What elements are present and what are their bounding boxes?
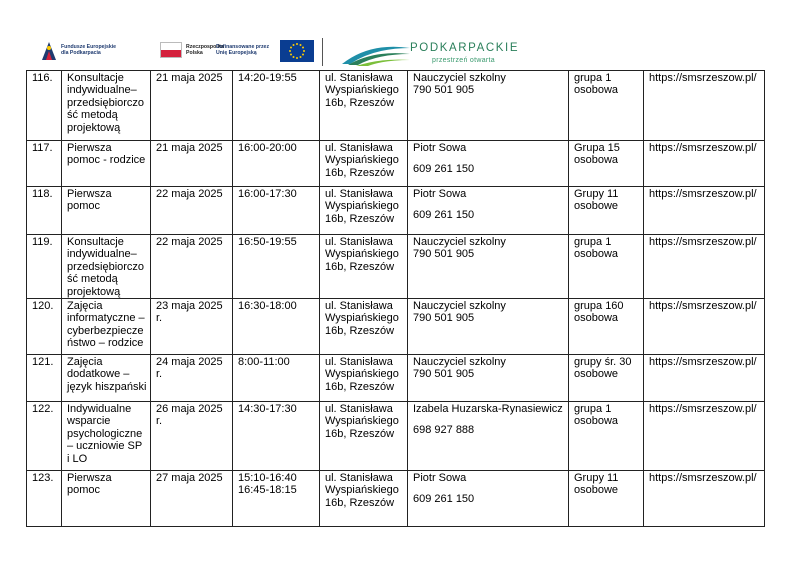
group-size bbox=[569, 471, 644, 527]
group-size bbox=[569, 71, 644, 141]
activity-topic-line: Konsultacje bbox=[67, 72, 124, 84]
contact-person bbox=[408, 299, 569, 355]
row-number: 121. bbox=[27, 355, 62, 402]
contact-person-line: Izabela Huzarska-Rynasiewicz bbox=[413, 403, 563, 416]
logo-eu-line: Unię Europejską bbox=[216, 50, 257, 56]
activity-date-line: r. bbox=[156, 312, 163, 325]
activity-place-line: 16b, Rzeszów bbox=[325, 427, 395, 440]
group-size-line: grupa 1 bbox=[574, 403, 612, 416]
activity-date bbox=[151, 355, 233, 402]
row-number: 120. bbox=[27, 299, 62, 355]
activity-time bbox=[233, 471, 320, 527]
contact-person bbox=[408, 402, 569, 471]
group-size bbox=[569, 141, 644, 187]
logo-unia-europejska bbox=[216, 40, 326, 66]
group-size-line: osobowa bbox=[574, 84, 619, 97]
activity-time-line: 15:10-16:40 bbox=[238, 472, 297, 485]
website-link[interactable]: https://smsrzeszow.pl/ bbox=[644, 71, 765, 141]
website-link[interactable]: https://smsrzeszow.pl/ bbox=[644, 471, 765, 527]
activity-topic-line: projektową bbox=[67, 285, 121, 298]
group-size-line: grupa 160 bbox=[574, 300, 624, 313]
activity-place-line: ul. Stanisława bbox=[325, 188, 393, 200]
activity-topic-line: – uczniowie SP bbox=[67, 440, 143, 453]
group-size-line: osobowa bbox=[574, 415, 619, 428]
activity-topic-line: i LO bbox=[67, 452, 88, 465]
fe-star-icon bbox=[40, 40, 58, 62]
row-number: 123. bbox=[27, 471, 62, 527]
logo-rp-line: Rzeczpospolita bbox=[186, 44, 224, 50]
group-size bbox=[569, 299, 644, 355]
activity-topic-line: pomoc bbox=[67, 484, 101, 497]
activity-topic-line: Pierwsza bbox=[67, 472, 112, 485]
activity-place-line: 16b, Rzeszów bbox=[325, 166, 395, 179]
activity-place-line: ul. Stanisława bbox=[325, 403, 393, 416]
activity-topic-line: pomoc bbox=[67, 200, 101, 213]
contact-person bbox=[408, 141, 569, 187]
activity-place-line: ul. Stanisława bbox=[325, 300, 393, 313]
schedule-table-body bbox=[27, 71, 765, 527]
row-number: 119. bbox=[27, 235, 62, 299]
logo-pk-subtitle: przestrzeń otwarta bbox=[432, 57, 495, 64]
activity-time-line: 16:00-20:00 bbox=[238, 142, 297, 154]
logo-rp-line: Polska bbox=[186, 50, 203, 56]
activity-place-line: ul. Stanisława bbox=[325, 72, 393, 84]
logo-fundusze-europejskie bbox=[40, 40, 170, 66]
activity-place bbox=[320, 187, 408, 235]
group-size-line: osobowe bbox=[574, 200, 619, 213]
logo-fe-line: dla Podkarpacia bbox=[61, 50, 101, 56]
group-size bbox=[569, 187, 644, 235]
group-size-line: osobowa bbox=[574, 312, 619, 325]
activity-topic-line: Pierwsza bbox=[67, 188, 112, 200]
logo-fe-line: Fundusze Europejskie bbox=[61, 44, 117, 50]
activity-place bbox=[320, 235, 408, 299]
activity-time bbox=[233, 355, 320, 402]
activity-place bbox=[320, 71, 408, 141]
activity-place-line: Wyspiańskiego bbox=[325, 415, 399, 428]
row-number: 122. bbox=[27, 402, 62, 471]
activity-time-line: 16:30-18:00 bbox=[238, 300, 297, 313]
website-link[interactable]: https://smsrzeszow.pl/ bbox=[644, 402, 765, 471]
group-size bbox=[569, 235, 644, 299]
contact-person bbox=[408, 187, 569, 235]
activity-time-line: 14:30-17:30 bbox=[238, 403, 297, 416]
activity-place-line: Wyspiańskiego bbox=[325, 248, 399, 261]
activity-time bbox=[233, 299, 320, 355]
activity-date-line: 21 maja 2025 bbox=[156, 142, 223, 154]
contact-person-line: Nauczyciel szkolny bbox=[413, 72, 506, 84]
activity-topic-line: projektową bbox=[67, 121, 121, 134]
contact-person-line: Piotr Sowa bbox=[413, 188, 467, 200]
polish-flag-icon bbox=[160, 42, 182, 58]
activity-topic-line: wsparcie bbox=[67, 415, 111, 428]
contact-person-line: Nauczyciel szkolny bbox=[413, 356, 506, 369]
activity-topic-line: psychologiczne bbox=[67, 427, 143, 440]
group-size-line: Grupa 15 bbox=[574, 142, 620, 154]
group-size-line: osobowe bbox=[574, 484, 619, 497]
schedule-table bbox=[26, 70, 765, 527]
activity-place-line: Wyspiańskiego bbox=[325, 84, 399, 97]
activity-time bbox=[233, 141, 320, 187]
activity-date-line: 26 maja 2025 bbox=[156, 403, 223, 416]
table-row bbox=[27, 355, 765, 402]
activity-topic bbox=[62, 71, 151, 141]
website-link[interactable]: https://smsrzeszow.pl/ bbox=[644, 299, 765, 355]
activity-time-line: 16:45-18:15 bbox=[238, 484, 297, 497]
row-number: 117. bbox=[27, 141, 62, 187]
contact-person-line: 790 501 905 bbox=[413, 368, 475, 381]
activity-place-line: ul. Stanisława bbox=[325, 472, 393, 485]
activity-time bbox=[233, 187, 320, 235]
logo-eu-line: Dofinansowane przez bbox=[216, 44, 270, 50]
activity-topic-line: ść metodą bbox=[67, 273, 118, 286]
contact-person-line: 790 501 905 bbox=[413, 312, 475, 325]
activity-place-line: 16b, Rzeszów bbox=[325, 324, 395, 337]
row-number: 118. bbox=[27, 187, 62, 235]
contact-person bbox=[408, 71, 569, 141]
table-row bbox=[27, 235, 765, 299]
contact-person-line: 698 927 888 bbox=[413, 424, 475, 437]
activity-place-line: 16b, Rzeszów bbox=[325, 380, 395, 393]
activity-time bbox=[233, 235, 320, 299]
contact-person-line: 790 501 905 bbox=[413, 248, 475, 261]
logo-pk-name: PODKARPACKIE bbox=[410, 42, 520, 54]
activity-time-line: 8:00-11:00 bbox=[238, 356, 290, 369]
activity-topic-line: pomoc - rodzice bbox=[67, 154, 146, 167]
activity-topic-line: informatyczne – bbox=[67, 312, 145, 325]
activity-place-line: 16b, Rzeszów bbox=[325, 260, 395, 273]
activity-topic-line: Konsultacje bbox=[67, 236, 124, 248]
activity-time bbox=[233, 71, 320, 141]
group-size bbox=[569, 402, 644, 471]
group-size bbox=[569, 355, 644, 402]
activity-topic bbox=[62, 235, 151, 299]
activity-place-line: Wyspiańskiego bbox=[325, 200, 399, 213]
contact-person-line: 609 261 150 bbox=[413, 163, 475, 176]
logo-podkarpackie bbox=[340, 38, 520, 68]
activity-topic-line: ść metodą bbox=[67, 109, 118, 122]
activity-place-line: ul. Stanisława bbox=[325, 356, 393, 369]
group-size-line: grupa 1 bbox=[574, 236, 612, 248]
group-size-line: Grupy 11 bbox=[574, 188, 619, 200]
activity-place-line: 16b, Rzeszów bbox=[325, 496, 395, 509]
podkarpackie-swoosh-icon bbox=[340, 40, 412, 66]
activity-time bbox=[233, 402, 320, 471]
activity-topic bbox=[62, 187, 151, 235]
activity-topic-line: przedsiębiorczo bbox=[67, 260, 145, 273]
contact-person-line: 609 261 150 bbox=[413, 493, 475, 506]
activity-date-line: 22 maja 2025 bbox=[156, 188, 223, 200]
activity-place bbox=[320, 471, 408, 527]
activity-place-line: Wyspiańskiego bbox=[325, 154, 399, 167]
group-size-line: Grupy 11 bbox=[574, 472, 619, 485]
activity-place-line: ul. Stanisława bbox=[325, 236, 393, 248]
activity-date-line: r. bbox=[156, 415, 163, 428]
contact-person-line: 609 261 150 bbox=[413, 209, 475, 222]
contact-person bbox=[408, 355, 569, 402]
website-link[interactable]: https://smsrzeszow.pl/ bbox=[644, 235, 765, 299]
activity-time-line: 16:50-19:55 bbox=[238, 236, 297, 248]
activity-date-line: r. bbox=[156, 368, 163, 381]
activity-topic-line: Zajęcia bbox=[67, 356, 103, 369]
activity-topic bbox=[62, 141, 151, 187]
activity-place-line: 16b, Rzeszów bbox=[325, 96, 395, 109]
website-link[interactable]: https://smsrzeszow.pl/ bbox=[644, 141, 765, 187]
activity-date-line: 22 maja 2025 bbox=[156, 236, 223, 248]
activity-topic-line: indywidualne– bbox=[67, 248, 137, 261]
table-row bbox=[27, 71, 765, 141]
contact-person-line: Nauczyciel szkolny bbox=[413, 236, 506, 248]
contact-person-line: Piotr Sowa bbox=[413, 142, 467, 154]
table-row bbox=[27, 299, 765, 355]
activity-topic bbox=[62, 299, 151, 355]
activity-date-line: 21 maja 2025 bbox=[156, 72, 223, 84]
activity-place-line: Wyspiańskiego bbox=[325, 484, 399, 497]
activity-date-line: 24 maja 2025 bbox=[156, 356, 223, 369]
activity-place bbox=[320, 355, 408, 402]
activity-topic bbox=[62, 355, 151, 402]
contact-person-line: 790 501 905 bbox=[413, 84, 475, 97]
activity-topic-line: Zajęcia bbox=[67, 300, 103, 313]
activity-place-line: 16b, Rzeszów bbox=[325, 212, 395, 225]
activity-place bbox=[320, 299, 408, 355]
activity-date bbox=[151, 71, 233, 141]
group-size-line: grupy śr. 30 bbox=[574, 356, 632, 369]
activity-date bbox=[151, 471, 233, 527]
page-header bbox=[0, 0, 800, 70]
activity-place-line: ul. Stanisława bbox=[325, 142, 393, 154]
activity-place-line: Wyspiańskiego bbox=[325, 312, 399, 325]
activity-date bbox=[151, 299, 233, 355]
activity-topic bbox=[62, 471, 151, 527]
activity-date bbox=[151, 187, 233, 235]
group-size-line: osobowa bbox=[574, 248, 619, 261]
activity-topic-line: ństwo – rodzice bbox=[67, 337, 144, 350]
contact-person-line: Piotr Sowa bbox=[413, 472, 467, 485]
activity-time-line: 16:00-17:30 bbox=[238, 188, 297, 200]
activity-place bbox=[320, 141, 408, 187]
activity-date-line: 27 maja 2025 bbox=[156, 472, 223, 485]
table-row bbox=[27, 141, 765, 187]
activity-topic-line: Pierwsza bbox=[67, 142, 112, 154]
group-size-line: osobowa bbox=[574, 154, 619, 167]
activity-topic bbox=[62, 402, 151, 471]
activity-topic-line: dodatkowe – bbox=[67, 368, 130, 381]
group-size-line: osobowe bbox=[574, 368, 619, 381]
activity-date bbox=[151, 402, 233, 471]
contact-person bbox=[408, 235, 569, 299]
activity-topic-line: przedsiębiorczo bbox=[67, 96, 145, 109]
activity-topic-line: indywidualne– bbox=[67, 84, 137, 97]
activity-date bbox=[151, 235, 233, 299]
table-row bbox=[27, 471, 765, 527]
contact-person-line: Nauczyciel szkolny bbox=[413, 300, 506, 313]
row-number: 116. bbox=[27, 71, 62, 141]
website-link[interactable]: https://smsrzeszow.pl/ bbox=[644, 187, 765, 235]
eu-flag-icon bbox=[280, 40, 314, 62]
table-row bbox=[27, 187, 765, 235]
contact-person bbox=[408, 471, 569, 527]
activity-place-line: Wyspiańskiego bbox=[325, 368, 399, 381]
activity-topic-line: cyberbezpiecze bbox=[67, 324, 144, 337]
activity-date bbox=[151, 141, 233, 187]
activity-topic-line: język hiszpański bbox=[67, 380, 147, 393]
activity-topic-line: Indywidualne bbox=[67, 403, 132, 416]
website-link[interactable]: https://smsrzeszow.pl/ bbox=[644, 355, 765, 402]
activity-date-line: 23 maja 2025 bbox=[156, 300, 223, 313]
header-separator bbox=[322, 38, 323, 66]
activity-place bbox=[320, 402, 408, 471]
activity-time-line: 14:20-19:55 bbox=[238, 72, 297, 84]
table-row bbox=[27, 402, 765, 471]
group-size-line: grupa 1 bbox=[574, 72, 612, 84]
